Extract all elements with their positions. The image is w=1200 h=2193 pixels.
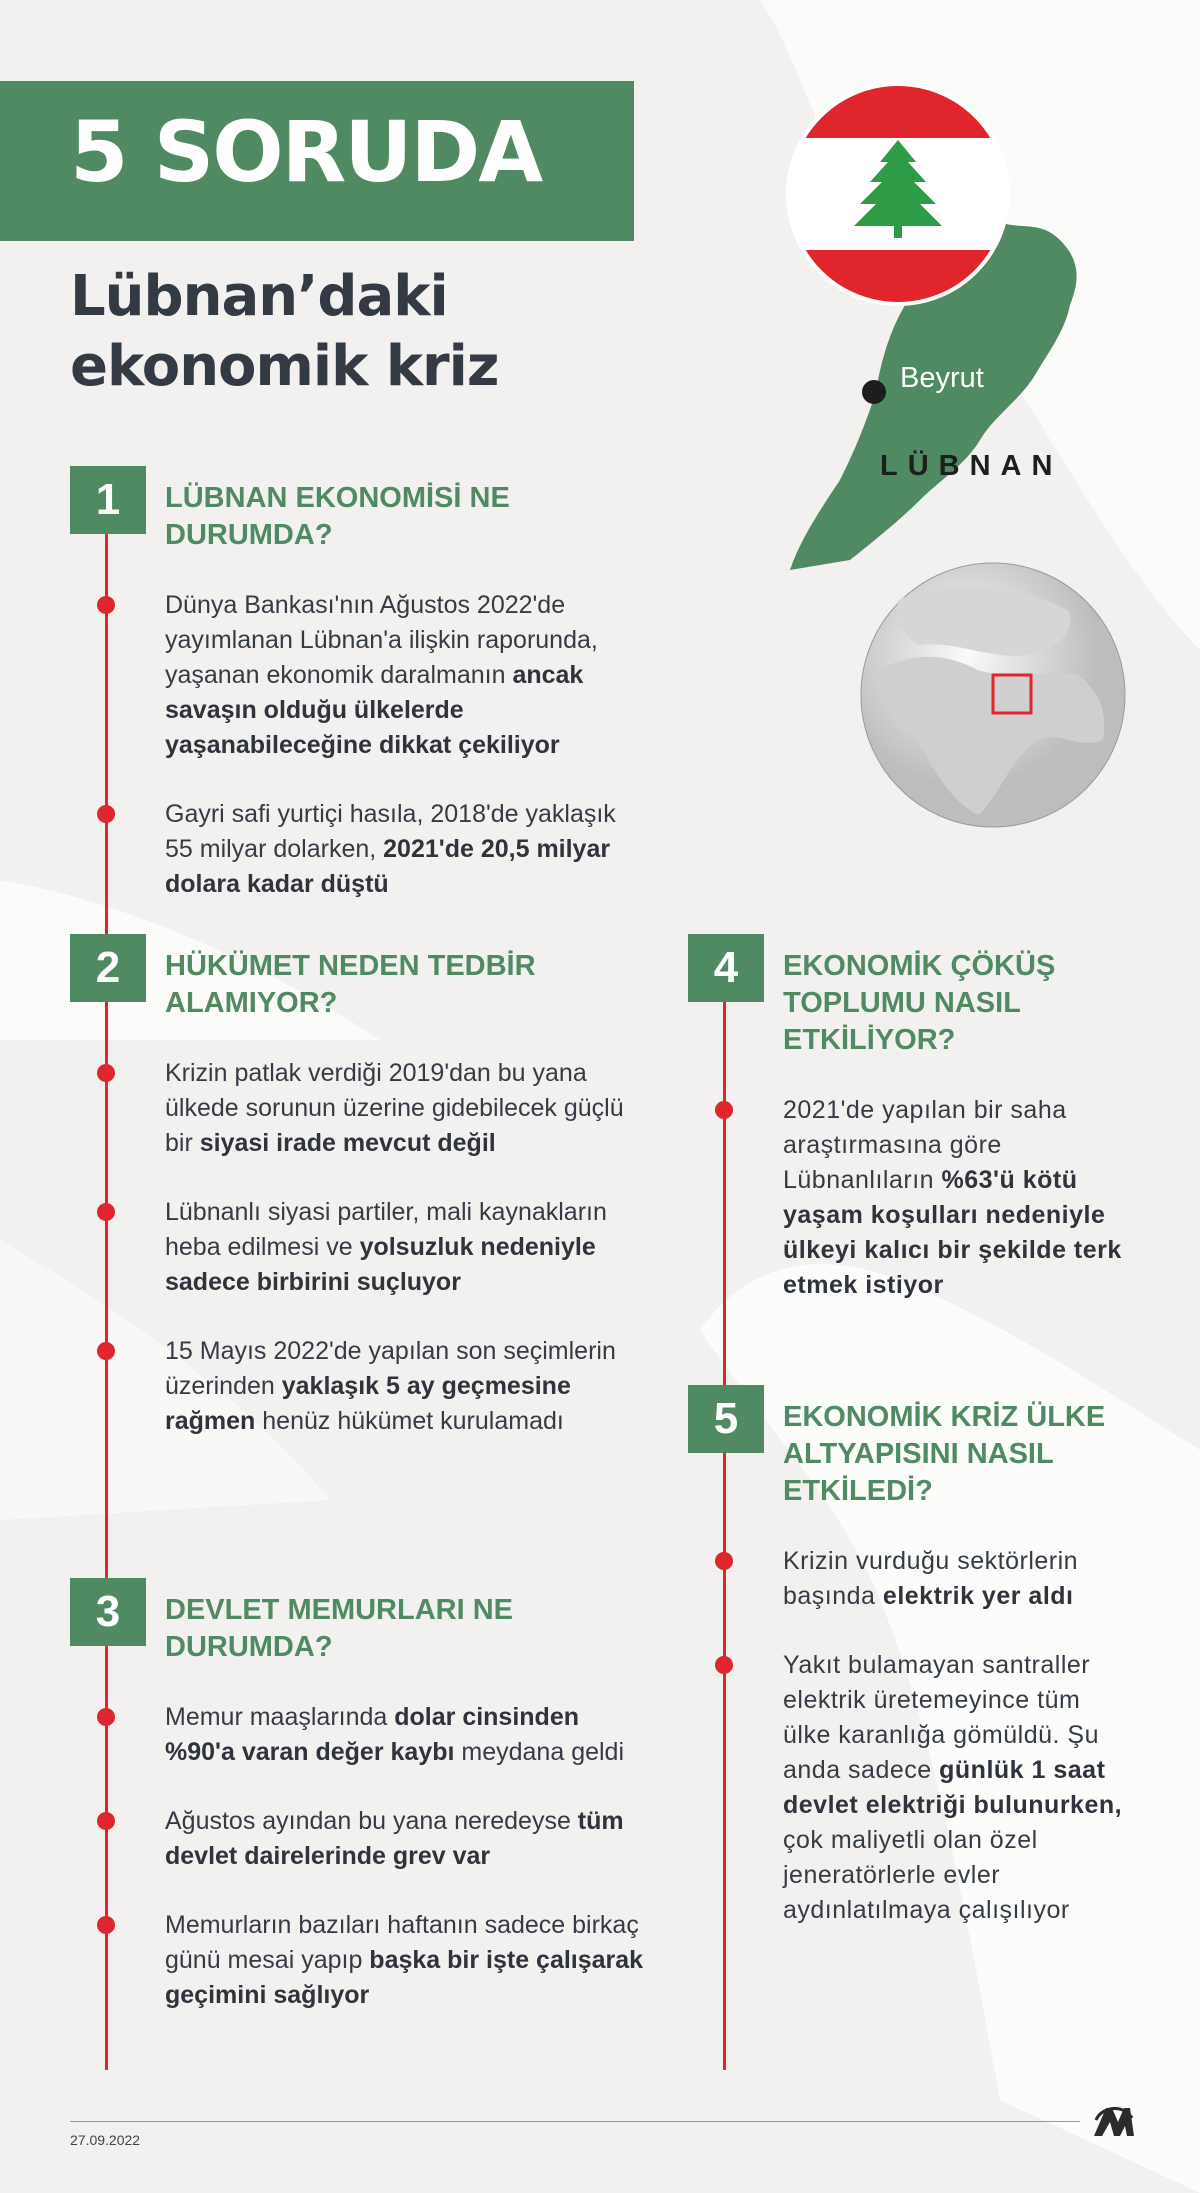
timeline-bullet-dot: [97, 1342, 115, 1360]
banner-title: 5 SORUDA: [70, 103, 542, 201]
page-title: [70, 262, 630, 402]
timeline-bullet: [70, 1056, 670, 1161]
section-number-badge: 2: [70, 934, 146, 1002]
bullet-text: [783, 1544, 1133, 1614]
bullet-text: [165, 1700, 645, 1770]
section-number-badge: 3: [70, 1578, 146, 1646]
section-header: [688, 934, 1158, 1059]
bullet-text-bold: yolsuzluk nedeniyle sadece birbirini suçluyor: [165, 1233, 596, 1296]
timeline-bullet: [688, 1648, 1158, 1928]
bullet-text-regular: Lübnanlı siyasi partiler, mali kaynakların heba edilmesi ve: [165, 1198, 607, 1261]
bullet-text-regular: Ağustos ayından bu yana neredeyse: [165, 1807, 578, 1835]
timeline-bullet-dot: [97, 1064, 115, 1082]
bullet-text-regular: henüz hükümet kurulamadı: [255, 1407, 564, 1435]
timeline-bullet-dot: [715, 1101, 733, 1119]
right-column: [688, 934, 1158, 2070]
bullet-text-regular: Krizin patlak verdiği 2019'dan bu yana ülkede sorunun üzerine gidebilecek güçlü bir: [165, 1059, 624, 1157]
bullet-text-regular: Memurların bazıları haftanın sadece birkaç günü mesai yapıp: [165, 1911, 639, 1974]
section-number-badge: 4: [688, 934, 764, 1002]
section-header: [70, 466, 670, 554]
timeline-bullet-dot: [97, 1916, 115, 1934]
timeline-bullet-dot: [97, 1812, 115, 1830]
section-1: [70, 466, 670, 934]
bullet-text: [783, 1648, 1133, 1928]
bullet-text-bold: tüm devlet dairelerinde grev var: [165, 1807, 624, 1870]
timeline-bullet: [688, 1093, 1158, 1303]
bullet-text-regular: Krizin vurduğu sektörlerin başında: [783, 1547, 1079, 1610]
bullet-text-bold: dolar cinsinden %90'a varan değer kaybı: [165, 1703, 580, 1766]
bullet-text: [165, 1908, 645, 2013]
timeline-bullet-dot: [97, 1203, 115, 1221]
section-question: DEVLET MEMURLARI NE DURUMDA?: [165, 1594, 513, 1663]
lebanon-flag-icon: [784, 80, 1012, 308]
bullet-text-regular: 15 Mayıs 2022'de yapılan son seçimlerin üzerinden: [165, 1337, 616, 1400]
section-question: HÜKÜMET NEDEN TEDBİR ALAMIYOR?: [165, 950, 536, 1019]
title-line-1: Lübnan’daki: [70, 264, 448, 329]
bullet-text-regular: Dünya Bankası'nın Ağustos 2022'de yayımlanan Lübnan'a ilişkin raporunda, yaşanan ekonomik daralmanın: [165, 591, 598, 689]
timeline-bullet: [70, 588, 670, 763]
bullet-text-regular: çok maliyetli olan özel jeneratörlerle evler aydınlatılmaya çalışılıyor: [783, 1826, 1070, 1924]
title-line-2: ekonomik kriz: [70, 334, 499, 399]
section-question: EKONOMİK ÇÖKÜŞ TOPLUMU NASIL ETKİLİYOR?: [783, 950, 1056, 1056]
timeline-bullet-dot: [715, 1552, 733, 1570]
section-3: [70, 1578, 670, 2070]
bullet-text-bold: siyasi irade mevcut değil: [199, 1129, 496, 1157]
bullet-text: [783, 1093, 1133, 1303]
bullet-text: [165, 1195, 645, 1300]
bullet-text-regular: Yakıt bulamayan santraller elektrik üretemeyince tüm ülke karanlığa gömüldü. Şu anda sadece: [783, 1651, 1099, 1784]
timeline-bullet: [70, 1334, 670, 1439]
bullet-text: [165, 1804, 645, 1874]
bullet-text-bold: başka bir işte çalışarak geçimini sağlıyor: [165, 1946, 644, 2009]
section-number-badge: 5: [688, 1385, 764, 1453]
beirut-dot: [862, 380, 886, 404]
globe-icon: [858, 560, 1128, 830]
timeline-bullet: [70, 1804, 670, 1874]
timeline-bullet-dot: [715, 1656, 733, 1674]
bullet-text: [165, 1056, 645, 1161]
timeline-bullet: [70, 1195, 670, 1300]
section-4: [688, 934, 1158, 1385]
section-header: [688, 1385, 1158, 1510]
timeline-bullet: [70, 1908, 670, 2013]
section-header: [70, 1578, 670, 1666]
section-question: EKONOMİK KRİZ ÜLKE ALTYAPISINI NASIL ETKİLEDİ?: [783, 1401, 1106, 1507]
bullet-text-regular: Gayri safi yurtiçi hasıla, 2018'de yaklaşık 55 milyar dolarken,: [165, 800, 616, 863]
section-2: [70, 934, 670, 1578]
bullet-text-bold: ancak savaşın olduğu ülkelerde yaşanabileceğine dikkat çekiliyor: [165, 661, 584, 759]
bullet-text-bold: 2021'de 20,5 milyar dolara kadar düştü: [165, 835, 611, 898]
bullet-text-regular: Memur maaşlarında: [165, 1703, 395, 1731]
bullet-text-bold: elektrik yer aldı: [882, 1582, 1074, 1610]
section-header: [70, 934, 670, 1022]
timeline-bullet: [70, 797, 670, 902]
section-number-badge: 1: [70, 466, 146, 534]
timeline-bullet: [70, 1700, 670, 1770]
timeline-bullet: [688, 1544, 1158, 1614]
bullet-text-bold: yaklaşık 5 ay geçmesine rağmen: [165, 1372, 571, 1435]
left-column: [70, 466, 670, 2070]
section-question: LÜBNAN EKONOMİSİ NE DURUMDA?: [165, 482, 510, 551]
aa-logo-icon: [1090, 2100, 1136, 2140]
country-label: LÜBNAN: [880, 450, 1063, 482]
bullet-text-regular: meydana geldi: [454, 1738, 625, 1766]
bullet-text: [165, 588, 645, 763]
title-banner: [0, 81, 634, 241]
bullet-text-bold: günlük 1 saat devlet elektriği bulunurken,: [783, 1756, 1123, 1819]
date: 27.09.2022: [70, 2132, 141, 2148]
section-5: [688, 1385, 1158, 2070]
city-label: Beyrut: [900, 362, 984, 394]
timeline-bullet-dot: [97, 596, 115, 614]
bullet-text-regular: 2021'de yapılan bir saha araştırmasına göre Lübnanlıların: [783, 1096, 1067, 1194]
bullet-text: [165, 797, 645, 902]
footer-divider: [70, 2121, 1080, 2122]
bullet-text-bold: %63'ü kötü yaşam koşulları nedeniyle ülkeyi kalıcı bir şekilde terk etmek istiyor: [783, 1166, 1122, 1299]
timeline-bullet-dot: [97, 805, 115, 823]
timeline-bullet-dot: [97, 1708, 115, 1726]
bullet-text: [165, 1334, 645, 1439]
